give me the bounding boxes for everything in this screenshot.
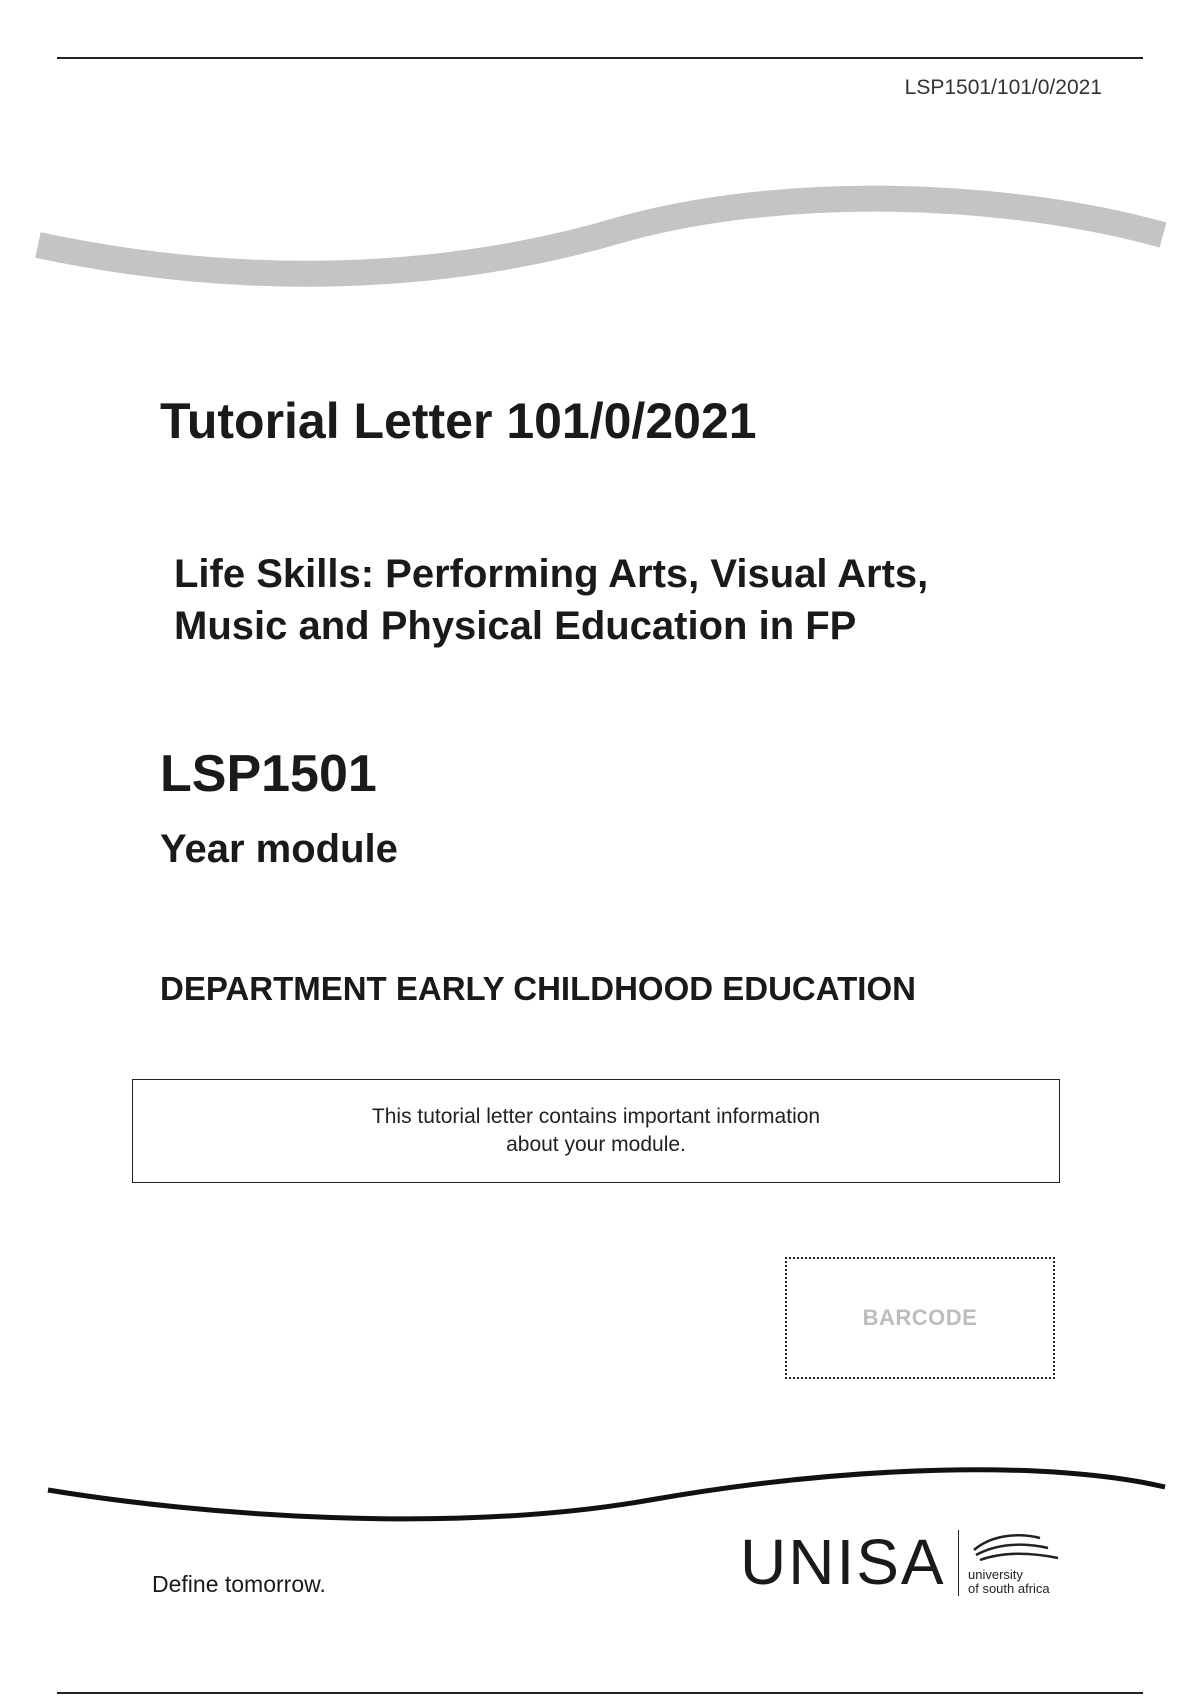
module-subtitle bbox=[174, 548, 928, 652]
logo-subtitle-line-2: of south africa bbox=[968, 1581, 1050, 1596]
barcode-label: BARCODE bbox=[862, 1305, 978, 1330]
logo-subtitle-line-1: university bbox=[968, 1567, 1023, 1582]
bottom-wave-stroke bbox=[48, 1470, 1165, 1519]
bottom-rule bbox=[57, 1692, 1143, 1694]
top-wave-stroke bbox=[38, 199, 1163, 274]
logo-emblem-icon bbox=[968, 1530, 1068, 1566]
slogan: Define tomorrow. bbox=[152, 1571, 326, 1597]
department-name: DEPARTMENT EARLY CHILDHOOD EDUCATION bbox=[160, 970, 916, 1007]
logo-divider bbox=[958, 1530, 959, 1596]
logo-subtitle bbox=[968, 1568, 1050, 1596]
document-reference: LSP1501/101/0/2021 bbox=[904, 76, 1102, 99]
information-line-2: about your module. bbox=[506, 1133, 686, 1156]
module-subtitle-line-2: Music and Physical Education in FP bbox=[174, 604, 857, 648]
top-wave-decoration bbox=[0, 180, 1200, 310]
module-subtitle-line-1: Life Skills: Performing Arts, Visual Arts, bbox=[174, 552, 929, 596]
logo-wordmark: UNISA bbox=[740, 1526, 946, 1598]
barcode-placeholder bbox=[785, 1257, 1055, 1379]
information-box bbox=[132, 1079, 1060, 1183]
top-rule bbox=[57, 57, 1143, 59]
information-line-1: This tutorial letter contains important information bbox=[371, 1105, 821, 1128]
module-type: Year module bbox=[160, 827, 398, 871]
unisa-logo bbox=[740, 1524, 1070, 1604]
module-code: LSP1501 bbox=[160, 745, 377, 803]
tutorial-letter-title: Tutorial Letter 101/0/2021 bbox=[160, 393, 757, 449]
